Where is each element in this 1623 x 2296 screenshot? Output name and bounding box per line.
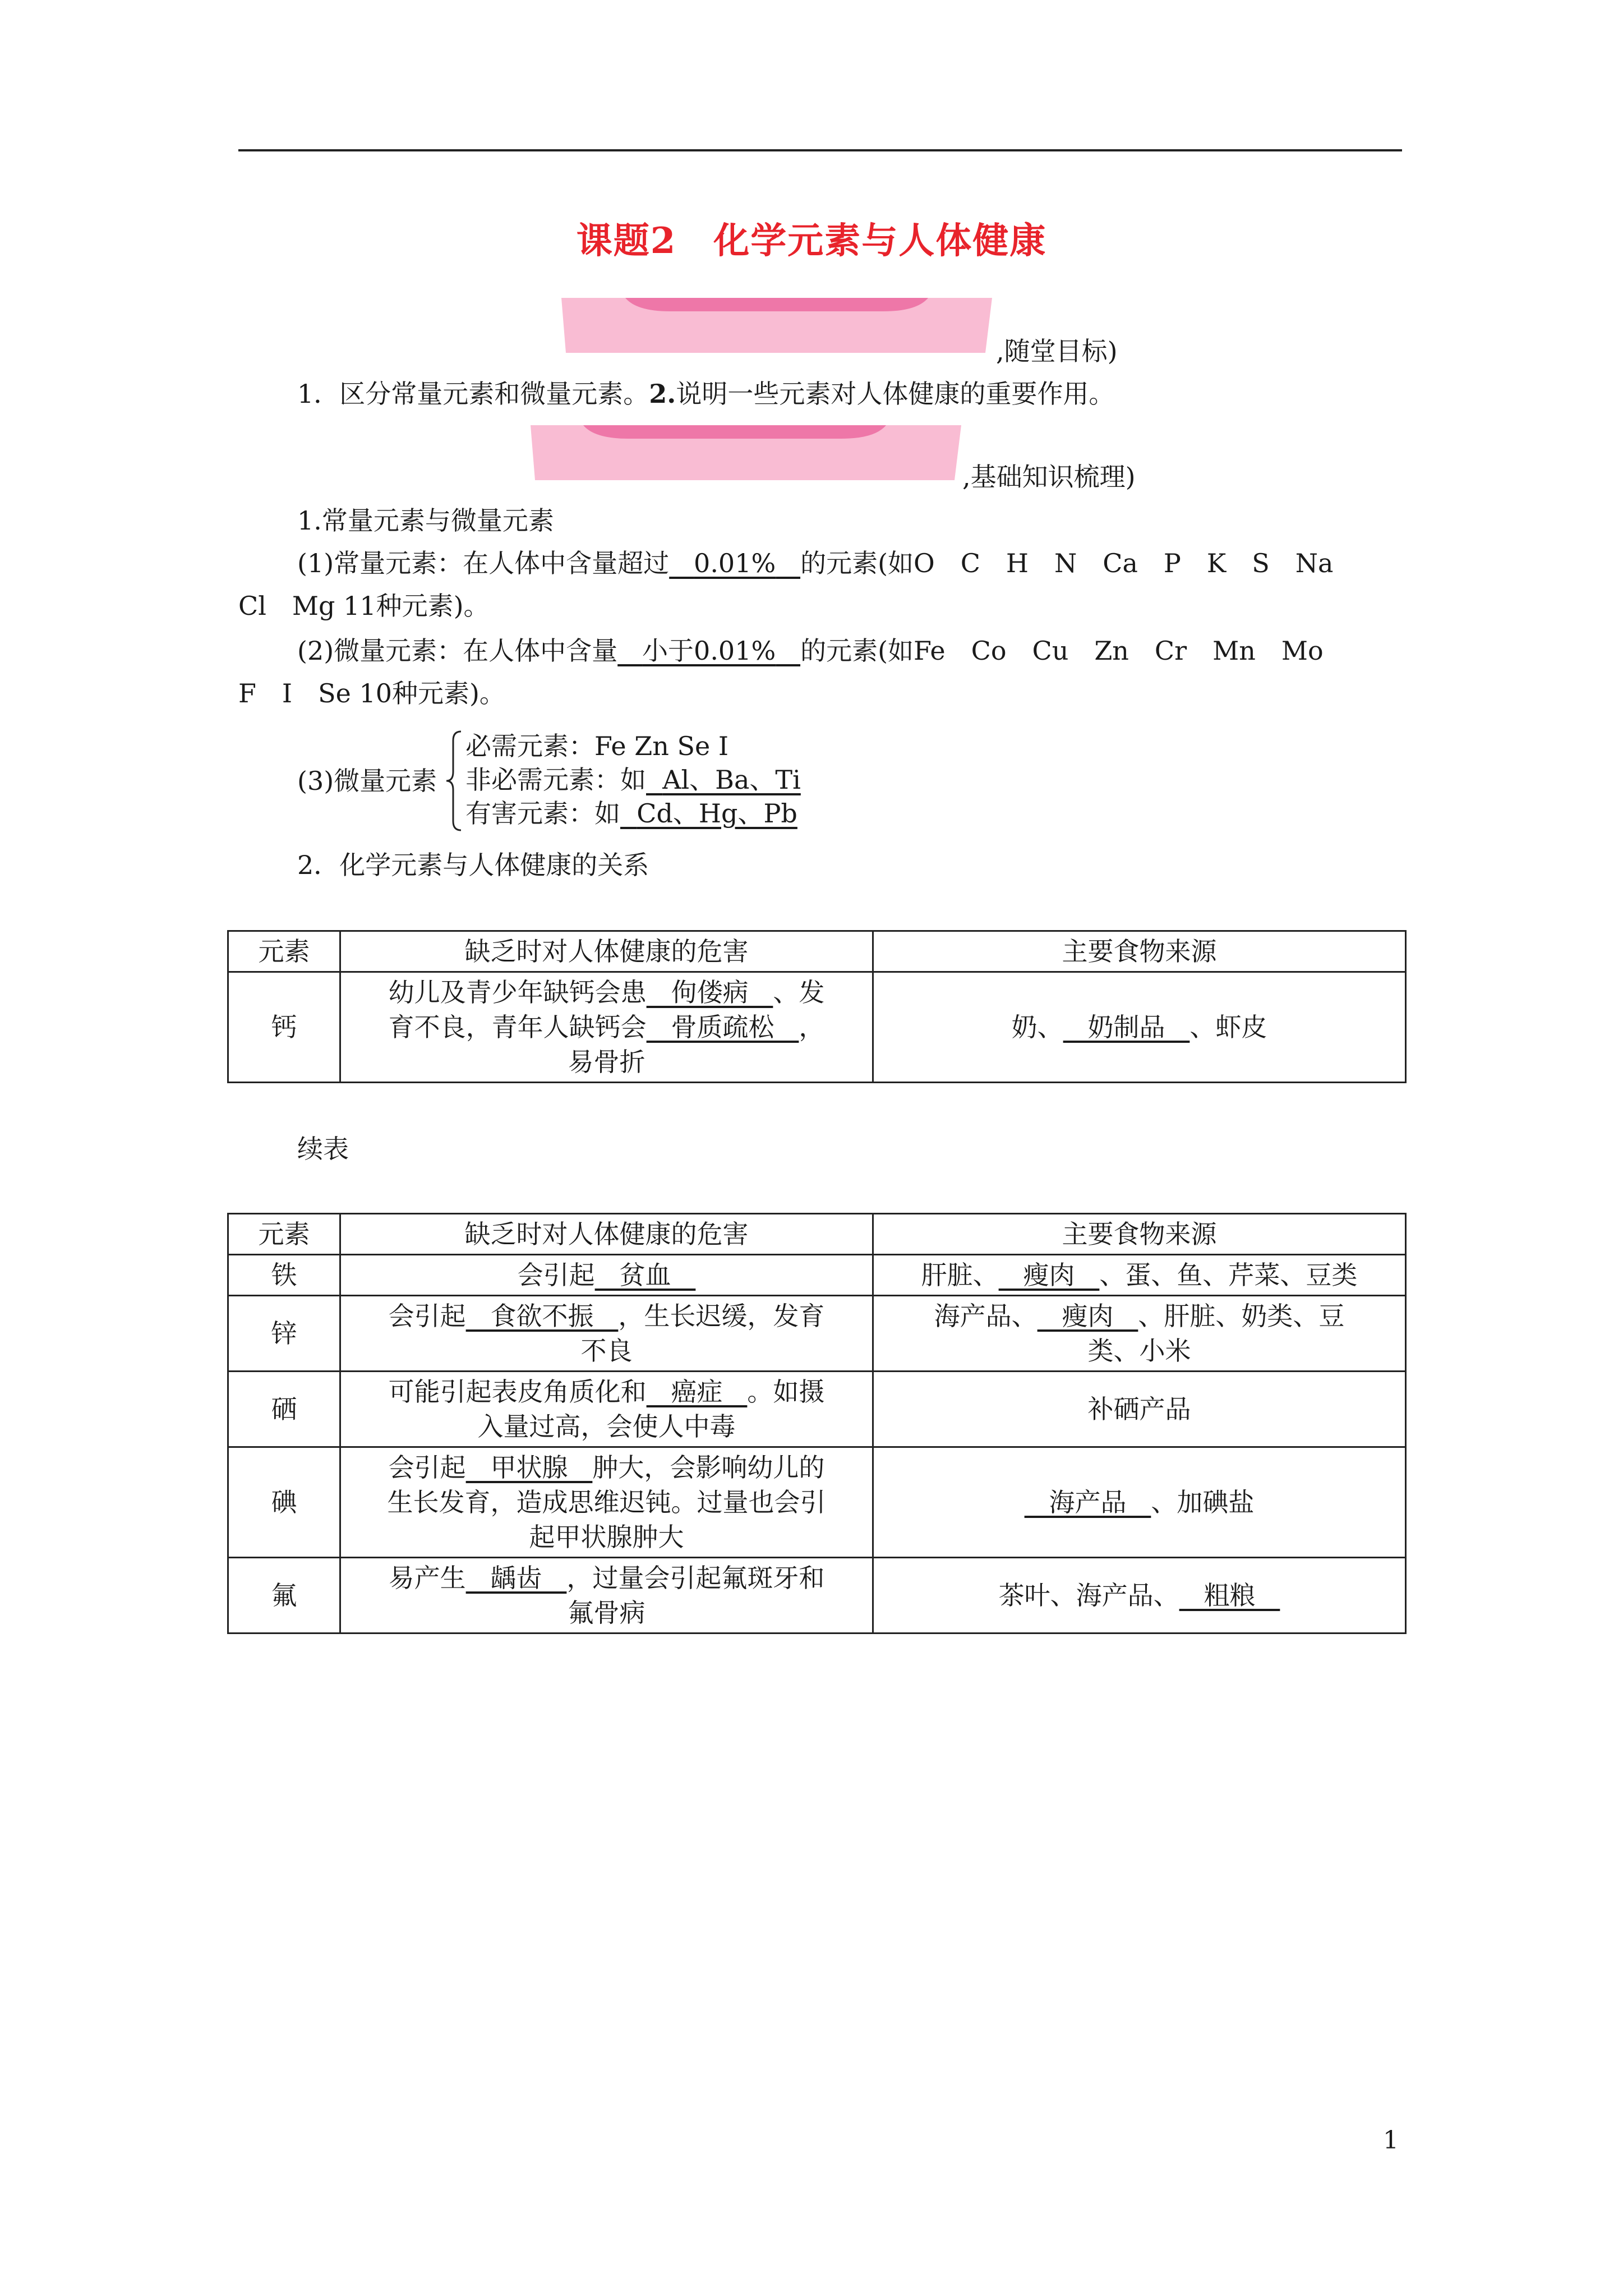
food-iron — [873, 1255, 1406, 1296]
blank — [1025, 1487, 1151, 1517]
harm-text: 氟骨病 — [568, 1598, 645, 1628]
page-number: 1 — [1383, 2126, 1399, 2155]
table-row — [228, 1372, 1406, 1447]
blank — [647, 1377, 748, 1407]
blank — [595, 1260, 696, 1290]
blank — [466, 1452, 593, 1483]
blank — [647, 977, 773, 1007]
blank-value: 瘦肉 — [1023, 1260, 1075, 1290]
essential-item: 必需元素：Fe Zn Se I — [465, 731, 728, 761]
blank-value: 佝偻病 — [671, 977, 749, 1007]
harm-text: 易产生 — [388, 1563, 466, 1593]
goal-number-1: 1． — [297, 379, 340, 409]
blank-value: 癌症 — [671, 1377, 723, 1407]
blank — [1063, 1012, 1190, 1042]
element-fluorine: 氟 — [228, 1558, 340, 1634]
section1-heading: 1.常量元素与微量元素 — [297, 505, 554, 536]
food-text: 、蛋、鱼、芹菜、豆类 — [1099, 1260, 1358, 1290]
harm-selenium — [340, 1372, 873, 1447]
header-element: 元素 — [228, 1214, 340, 1255]
food-text: 类、小米 — [1087, 1336, 1191, 1366]
element-zinc: 锌 — [228, 1296, 340, 1372]
blank — [466, 1301, 619, 1331]
harm-text: 可能引起表皮角质化和 — [388, 1377, 647, 1407]
harmful-value: Cd、Hg、Pb — [637, 798, 797, 829]
harm-text: 。如摄 — [747, 1377, 825, 1407]
harm-text: ，生长迟缓，发育 — [618, 1301, 825, 1331]
banner-shape — [527, 422, 965, 484]
blank-value: 甲状腺 — [490, 1452, 568, 1483]
harm-text: 会引起 — [388, 1452, 466, 1483]
micro-text-b: 的元素(如Fe Co Cu Zn Cr Mn Mo — [800, 636, 1324, 666]
micro-line-1 — [297, 634, 1324, 668]
food-text: 肝脏、 — [921, 1260, 999, 1290]
food-text: 、加碘盐 — [1151, 1487, 1255, 1517]
table-row — [228, 1255, 1406, 1296]
blank-value: 瘦肉 — [1062, 1301, 1114, 1331]
harm-text: ， — [799, 1012, 825, 1042]
blank-value: 贫血 — [619, 1260, 671, 1290]
food-text: 茶叶、海产品、 — [998, 1580, 1179, 1611]
harm-text: 、发 — [773, 977, 825, 1007]
nonessential-value: Al、Ba、Ti — [662, 765, 801, 795]
header-harm: 缺乏时对人体健康的危害 — [340, 931, 873, 972]
food-text: 、肝脏、奶类、豆 — [1138, 1301, 1345, 1331]
harm-text: 入量过高，会使人中毒 — [477, 1411, 736, 1442]
page-title: 课题2 化学元素与人体健康 — [576, 220, 1047, 262]
table-row — [228, 1447, 1406, 1558]
harm-text: 生长发育，造成思维迟钝。过量也会引 — [387, 1487, 826, 1517]
food-text: 海产品、 — [934, 1301, 1038, 1331]
table-header-row — [228, 931, 1406, 972]
goals-line — [297, 377, 1114, 411]
harm-fluorine — [340, 1558, 873, 1634]
harmful-item — [465, 797, 801, 830]
nonessential-blank — [646, 765, 801, 795]
micro-blank — [617, 636, 800, 666]
classification-label: (3)微量元素 — [297, 766, 437, 796]
harm-text: 会引起 — [388, 1301, 466, 1331]
harm-text: 易骨折 — [568, 1047, 645, 1077]
harm-text: 起甲状腺肿大 — [529, 1522, 684, 1552]
harm-text: 肿大，会影响幼儿的 — [592, 1452, 825, 1483]
harm-text: ，过量会引起氟斑牙和 — [566, 1563, 825, 1593]
harm-calcium — [340, 972, 873, 1083]
nonessential-label: 非必需元素：如 — [465, 765, 646, 795]
harm-iron — [340, 1255, 873, 1296]
goal-banner — [558, 295, 995, 356]
table-row — [228, 1558, 1406, 1634]
food-fluorine — [873, 1558, 1406, 1634]
section2-heading: 2．化学元素与人体健康的关系 — [297, 850, 649, 880]
harmful-blank — [620, 798, 797, 829]
header-rule — [238, 149, 1402, 151]
macro-blank-value: 0.01% — [694, 548, 776, 578]
blank — [1038, 1301, 1138, 1331]
blank — [1179, 1580, 1280, 1611]
blank — [466, 1563, 567, 1593]
blank-value: 龋齿 — [490, 1563, 542, 1593]
micro-line-2: F I Se 10种元素)。 — [238, 678, 505, 708]
knowledge-banner — [527, 422, 965, 484]
macro-text-b: 的元素(如O C H N Ca P K S Na — [800, 548, 1334, 578]
blank-value: 海产品 — [1049, 1487, 1127, 1517]
header-harm: 缺乏时对人体健康的危害 — [340, 1214, 873, 1255]
knowledge-banner-label: ,基础知识梳理) — [962, 462, 1136, 492]
blank-value: 食欲不振 — [490, 1301, 594, 1331]
food-zinc — [873, 1296, 1406, 1372]
harmful-label: 有害元素：如 — [465, 798, 620, 829]
harm-text: 会引起 — [517, 1260, 595, 1290]
blank-value: 粗粮 — [1204, 1580, 1256, 1611]
goal-banner-label: ,随堂目标) — [996, 336, 1118, 366]
macro-line-1 — [297, 546, 1333, 580]
food-selenium: 补硒产品 — [873, 1372, 1406, 1447]
blank-value: 骨质疏松 — [671, 1012, 774, 1042]
goal-text-1: 区分常量元素和微量元素。 — [339, 379, 649, 409]
harm-iodine — [340, 1447, 873, 1558]
table-row — [228, 972, 1406, 1083]
brace-icon — [444, 729, 464, 832]
health-table-part2 — [227, 1213, 1407, 1634]
table-row — [228, 1296, 1406, 1372]
classification-items — [465, 729, 801, 830]
food-text: 奶、 — [1011, 1012, 1063, 1042]
header-element: 元素 — [228, 931, 340, 972]
blank — [999, 1260, 1100, 1290]
blank — [647, 1012, 799, 1042]
food-calcium — [873, 972, 1406, 1083]
food-iodine — [873, 1447, 1406, 1558]
table-header-row — [228, 1214, 1406, 1255]
food-text: 、虾皮 — [1189, 1012, 1267, 1042]
micro-text-a: (2)微量元素：在人体中含量 — [297, 636, 618, 666]
micro-blank-value: 小于0.01% — [642, 636, 776, 666]
header-food: 主要食物来源 — [873, 931, 1406, 972]
harm-text: 育不良，青年人缺钙会 — [388, 1012, 647, 1042]
macro-text-a: (1)常量元素：在人体中含量超过 — [297, 548, 670, 578]
harm-zinc — [340, 1296, 873, 1372]
nonessential-item — [465, 763, 801, 797]
harm-text: 不良 — [580, 1336, 633, 1366]
continued-label: 续表 — [297, 1134, 349, 1164]
banner-shape — [558, 295, 995, 356]
element-selenium: 硒 — [228, 1372, 340, 1447]
goal-number-2: 2. — [649, 379, 676, 409]
health-table-part1 — [227, 930, 1407, 1083]
element-iron: 铁 — [228, 1255, 340, 1296]
element-iodine: 碘 — [228, 1447, 340, 1558]
macro-blank — [669, 548, 800, 578]
macro-line-2: Cl Mg 11种元素)。 — [238, 591, 490, 621]
harm-text: 幼儿及青少年缺钙会患 — [388, 977, 647, 1007]
blank-value: 奶制品 — [1087, 1012, 1165, 1042]
element-calcium: 钙 — [228, 972, 340, 1083]
header-food: 主要食物来源 — [873, 1214, 1406, 1255]
goal-text-2: 说明一些元素对人体健康的重要作用。 — [676, 379, 1115, 409]
